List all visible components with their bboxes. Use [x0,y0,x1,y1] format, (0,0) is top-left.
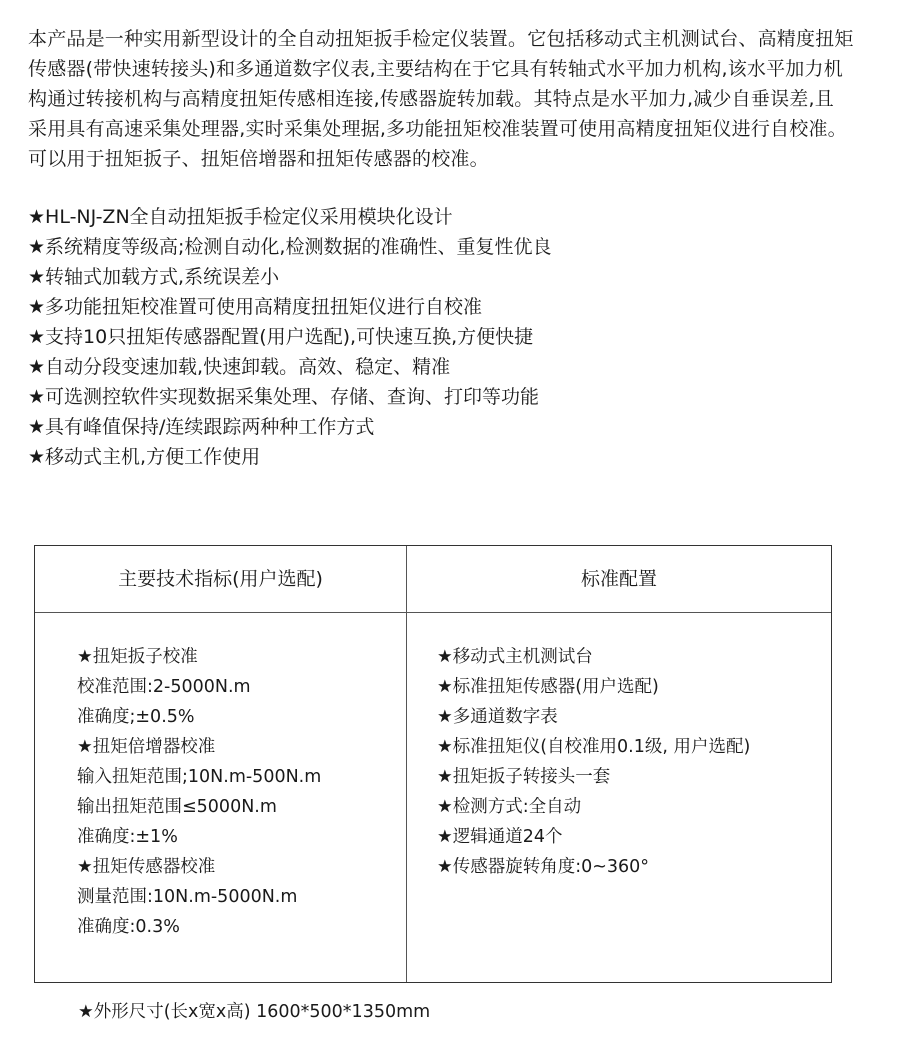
spec-row: 校准范围:2-5000N.m [77,677,251,697]
intro-line: 可以用于扭矩扳子、扭矩倍增器和扭矩传感器的校准。 [28,148,489,170]
config-row: ★标准扭矩传感器(用户选配) [437,677,659,697]
config-row: ★移动式主机测试台 [437,647,593,667]
spec-row: 输出扭矩范围≤5000N.m [77,797,277,817]
feature-item: ★自动分段变速加载,快速卸载。高效、稳定、精准 [28,356,451,378]
config-row: ★多通道数字表 [437,707,558,727]
spec-row: 准确度;±0.5% [77,707,195,727]
config-row: ★检测方式:全自动 [437,797,582,817]
config-row: ★逻辑通道24个 [437,827,563,847]
spec-row: ★扭矩扳子校准 [77,647,198,667]
spec-column [77,642,397,942]
column-divider [406,546,407,982]
header-technical-specs: 主要技术指标(用户选配) [118,568,323,590]
table-header-row [35,546,831,613]
feature-item: ★支持10只扭矩传感器配置(用户选配),可快速互换,方便快捷 [28,326,534,348]
config-row: ★传感器旋转角度:0~360° [437,857,650,877]
intro-line: 采用具有高速采集处理器,实时采集处理据,多功能扭矩校准装置可使用高精度扭矩仪进行自校准。 [28,118,847,140]
spec-table [34,545,832,983]
intro-line: 构通过转接机构与高精度扭矩传感相连接,传感器旋转加载。其特点是水平加力,减少自垂误差,且 [28,88,834,110]
feature-item: ★系统精度等级高;检测自动化,检测数据的准确性、重复性优良 [28,236,552,258]
intro-line: 本产品是一种实用新型设计的全自动扭矩扳手检定仪装置。它包括移动式主机测试台、高精度扭矩 [28,28,854,50]
spec-row: 测量范围:10N.m-5000N.m [77,887,298,907]
spec-row: ★扭矩倍增器校准 [77,737,216,757]
feature-item: ★多功能扭矩校准置可使用高精度扭扭矩仪进行自校准 [28,296,483,318]
feature-list [28,202,888,472]
spec-row: 准确度:±1% [77,827,178,847]
config-row: ★标准扭矩仪(自校准用0.1级, 用户选配) [437,737,751,757]
spec-row: 准确度:0.3% [77,917,180,937]
dimensions-line: ★外形尺寸(长x宽x高) 1600*500*1350mm [78,1002,431,1022]
feature-item: ★移动式主机,方便工作使用 [28,446,261,468]
spec-row: 输入扭矩范围;10N.m-500N.m [77,767,322,787]
intro-paragraph [28,24,888,174]
config-column [437,642,829,882]
config-row: ★扭矩扳子转接头一套 [437,767,611,787]
intro-line: 传感器(带快速转接头)和多通道数字仪表,主要结构在于它具有转轴式水平加力机构,该水平加力机 [28,58,843,80]
header-standard-config: 标准配置 [580,568,657,590]
feature-item: ★可选测控软件实现数据采集处理、存储、查询、打印等功能 [28,386,540,408]
feature-item: ★HL-NJ-ZN全自动扭矩扳手检定仪采用模块化设计 [28,206,453,228]
spec-row: ★扭矩传感器校准 [77,857,216,877]
feature-item: ★转轴式加载方式,系统误差小 [28,266,280,288]
feature-item: ★具有峰值保持/连续跟踪两种种工作方式 [28,416,375,438]
